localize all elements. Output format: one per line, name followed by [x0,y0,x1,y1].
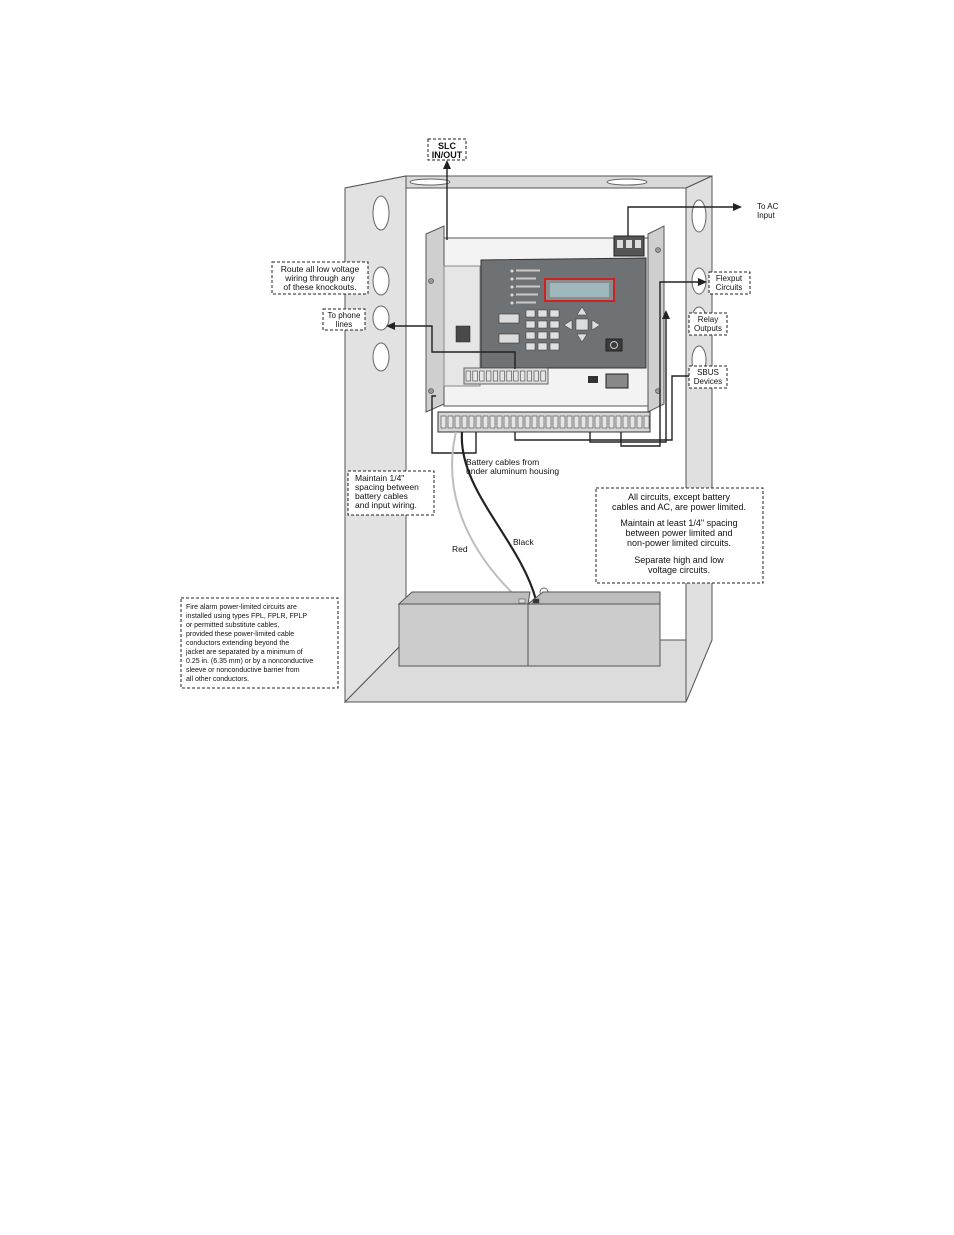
spacing-line2: spacing between [355,482,419,492]
terminal-screw [493,371,498,381]
fire-note-line2: installed using types FPL, FPLR, FPLP [186,613,307,620]
terminal-screw [609,416,614,428]
terminal-screw [534,371,539,381]
lcd-screen [550,283,609,297]
callout-flexput [709,272,750,294]
terminal-screw [637,416,642,428]
slc-label-line2: IN/OUT [431,150,463,160]
terminal-screw [500,371,505,381]
terminal-strip [438,412,650,432]
knockout-left-2 [373,267,389,295]
phone-line1: To phone [327,311,361,320]
slc-label-line1: SLC [438,141,456,151]
cabinet-left-wall [345,176,406,702]
power-limited-line7: voltage circuits. [647,565,711,575]
route-line1: Route all low voltage [280,264,360,274]
knockout-right-1 [692,200,706,232]
phone-line2: lines [335,320,353,329]
ac-input-line1: To AC [757,202,779,211]
panel-button-lower [499,334,519,343]
sbus-line2: Devices [693,377,723,386]
power-limited-line6: Separate high and low [634,555,724,565]
terminal-screw [630,416,635,428]
red-cable-label: Red [452,544,468,554]
spacing-line4: and input wiring. [355,500,417,510]
terminal-screw [462,416,467,428]
terminal-screw [483,416,488,428]
terminal-screw [588,416,593,428]
route-line3: of these knockouts. [283,282,357,292]
key-lock [606,339,622,351]
black-cable-label: Black [513,537,534,547]
callout-spacing [348,471,434,515]
fire-note-line1: Fire alarm power-limited circuits are [186,604,297,611]
terminal-screw [567,416,572,428]
terminal-screw [469,416,474,428]
terminal-screw [490,416,495,428]
terminal-screw [497,416,502,428]
spacing-line1: Maintain 1/4" [355,473,405,483]
terminal-screw [532,416,537,428]
battery-cables-line2: under aluminum housing [466,466,560,476]
terminal-screw [539,416,544,428]
battery-cables-line1: Battery cables from [466,457,540,467]
sbus-line1: SBUS [697,368,719,377]
terminal-screw [441,416,446,428]
callout-fire-alarm-note [181,598,338,688]
panel-button-upper [499,314,519,323]
knockout-top-right [607,179,647,185]
terminal-screw [525,416,530,428]
flexput-line2: Circuits [715,283,743,292]
terminal-screw [486,371,491,381]
power-limited-line1: All circuits, except battery [627,492,731,502]
terminal-screw [476,416,481,428]
terminal-screw [644,416,649,428]
terminal-screw [623,416,628,428]
fire-note-line9: all other conductors. [186,676,250,683]
relay-line1: Relay [697,315,719,324]
terminal-screw [507,371,512,381]
fire-note-line7: 0.25 in. (6.35 mm) or by a nonconductive [186,658,314,665]
callout-sbus [689,366,727,388]
terminal-screw [581,416,586,428]
terminal-screw [553,416,558,428]
terminal-screw [541,371,546,381]
terminal-screw [514,371,519,381]
terminal-screw [616,416,621,428]
spacing-line3: battery cables [355,491,408,501]
terminal-screw [520,371,525,381]
callout-route-low-voltage [272,262,368,294]
terminal-screw [504,416,509,428]
callout-relay [689,313,727,335]
terminal-screw [511,416,516,428]
fire-note-line3: or permitted substitute cables, [186,622,280,629]
callout-ac-input [757,202,779,220]
ac-input-line2: Input [757,211,775,220]
callout-slc [428,139,466,160]
fire-note-line6: jacket are separated by a minimum of [186,649,303,656]
terminal-screw [602,416,607,428]
terminal-screw [560,416,565,428]
power-limited-line4: between power limited and [625,528,733,538]
knockout-top-left [410,179,450,185]
route-line2: wiring through any [285,273,355,283]
power-limited-line2: cables and AC, are power limited. [611,502,747,512]
terminal-screw [480,371,485,381]
fire-note-line4: provided these power-limited cable [186,631,295,638]
callout-power-limited [596,488,763,583]
battery-left [399,604,528,666]
power-limited-line3: Maintain at least 1/4" spacing [620,518,738,528]
terminal-screw [448,416,453,428]
terminal-screw [527,371,532,381]
enter-key [576,319,588,330]
terminal-screw [466,371,471,381]
terminal-screw [546,416,551,428]
terminal-screw [455,416,460,428]
relay-line2: Outputs [693,324,723,333]
knockout-left-4 [373,343,389,371]
cabinet-right-wall [686,176,712,702]
battery-right [528,604,660,666]
terminal-screw [473,371,478,381]
terminal-screw [574,416,579,428]
terminal-screw [595,416,600,428]
fire-note-line8: sleeve or nonconductive barrier from [186,667,300,674]
power-limited-line5: non-power limited circuits. [626,538,732,548]
flexput-line1: Flexput [715,274,743,283]
knockout-left-1 [373,196,389,230]
knockout-left-3 [373,306,389,330]
fire-note-line5: conductors extending beyond the [186,640,290,647]
batteries [399,592,660,666]
terminal-screw [518,416,523,428]
callout-phone-lines [323,309,365,330]
usb-port [606,374,628,388]
